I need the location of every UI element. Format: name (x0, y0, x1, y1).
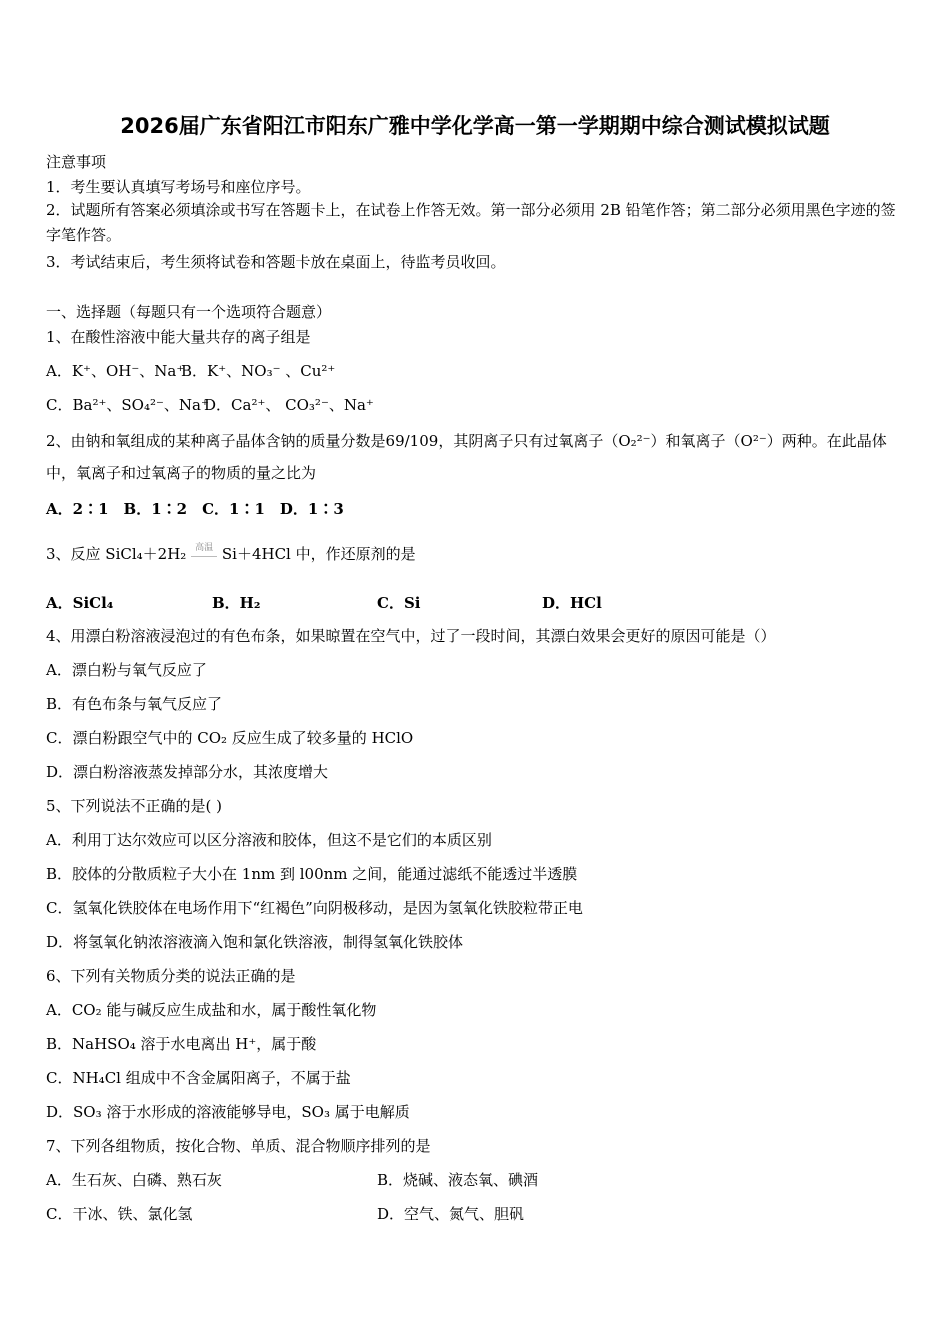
q3-options (46, 593, 602, 613)
q7-option-c: C．干冰、铁、氯化氢 (46, 1205, 193, 1223)
q7-options-row2 (46, 1204, 524, 1224)
q6-option-c: C．NH₄Cl 组成中不含金属阳离子，不属于盐 (46, 1069, 351, 1087)
q3-option-a: A．SiCl₄ (46, 594, 114, 612)
q4-option-c: C．漂白粉跟空气中的 CO₂ 反应生成了较多量的 HClO (46, 729, 414, 747)
q6-option-d: D．SO₃ 溶于水形成的溶液能够导电，SO₃ 属于电解质 (46, 1103, 410, 1121)
q1-options-row2 (46, 395, 374, 415)
q5-option-b: B．胶体的分散质粒子大小在 1nm 到 l00nm 之间，能通过滤纸不能透过半透膜 (46, 865, 578, 883)
q4-stem: 4、用漂白粉溶液浸泡过的有色布条，如果晾置在空气中，过了一段时间，其漂白效果会更好的原因可能是（） (46, 627, 776, 645)
notice-item-1: 1．考生要认真填写考场号和座位序号。 (46, 178, 311, 196)
notice-item-2: 2．试题所有答案必须填涂或书写在答题卡上，在试卷上作答无效。第一部分必须用 2B 铅笔作答；第二部分必须用黑色字迹的签字笔作答。 (46, 201, 896, 244)
reaction-arrow (191, 542, 217, 557)
q5-stem: 5、下列说法不正确的是( ) (46, 797, 223, 815)
q7-options-row1 (46, 1170, 538, 1190)
q7-option-d: D．空气、氮气、胆矾 (377, 1205, 525, 1223)
q7-option-a: A．生石灰、白磷、熟石灰 (46, 1171, 222, 1189)
q3-option-b: B．H₂ (212, 594, 261, 612)
q3-option-c: C．Si (377, 594, 421, 612)
q2-stem: 2、由钠和氧组成的某种离子晶体含钠的质量分数是69/109，其阴离子只有过氧离子（O₂²⁻）和氧离子（O²⁻）两种。在此晶体中，氧离子和过氧离子的物质的量之比为 (46, 432, 887, 482)
notice-item-3: 3．考试结束后，考生须将试卷和答题卡放在桌面上，待监考员收回。 (46, 253, 506, 271)
q1-option-b: B．K⁺、NO₃⁻ 、Cu²⁺ (181, 362, 336, 380)
q3-stem-post: Si＋4HCl 中，作还原剂的是 (221, 545, 416, 563)
q3-stem-pre: 3、反应 SiCl₄＋2H₂ (46, 545, 187, 563)
reaction-condition: 高温 (195, 542, 214, 553)
section-heading: 一、选择题（每题只有一个选项符合题意） (46, 303, 332, 321)
q7-option-b: B．烧碱、液态氧、碘酒 (377, 1171, 539, 1189)
exam-title: 2026届广东省阳江市阳东广雅中学化学高一第一学期期中综合测试模拟试题 (120, 114, 830, 138)
q6-stem: 6、下列有关物质分类的说法正确的是 (46, 967, 296, 985)
q7-stem: 7、下列各组物质，按化合物、单质、混合物顺序排列的是 (46, 1137, 431, 1155)
q5-option-a: A．利用丁达尔效应可以区分溶液和胶体，但这不是它们的本质区别 (46, 831, 492, 849)
q6-option-b: B．NaHSO₄ 溶于水电离出 H⁺，属于酸 (46, 1035, 317, 1053)
q3-stem (46, 544, 416, 564)
q1-stem: 1、在酸性溶液中能大量共存的离子组是 (46, 328, 311, 346)
q5-option-c: C．氢氧化铁胶体在电场作用下“红褐色”向阴极移动，是因为氢氧化铁胶粒带正电 (46, 899, 583, 917)
q4-option-d: D．漂白粉溶液蒸发掉部分水，其浓度增大 (46, 763, 329, 781)
q1-option-a: A．K⁺、OH⁻、Na⁺ (46, 362, 185, 380)
q4-option-a: A．漂白粉与氧气反应了 (46, 661, 207, 679)
q2-options: A．2∶1 B．1∶2 C．1∶1 D．1∶3 (46, 500, 344, 518)
notice-heading: 注意事项 (46, 153, 107, 171)
q1-option-c: C．Ba²⁺、SO₄²⁻、Na⁺ (46, 396, 209, 414)
q5-option-d: D．将氢氧化钠浓溶液滴入饱和氯化铁溶液，制得氢氧化铁胶体 (46, 933, 464, 951)
q4-option-b: B．有色布条与氧气反应了 (46, 695, 223, 713)
q1-option-d: D．Ca²⁺、 CO₃²⁻、Na⁺ (204, 396, 374, 414)
q6-option-a: A．CO₂ 能与碱反应生成盐和水，属于酸性氧化物 (46, 1001, 377, 1019)
q3-option-d: D．HCl (542, 594, 602, 612)
q1-options-row1 (46, 361, 335, 381)
